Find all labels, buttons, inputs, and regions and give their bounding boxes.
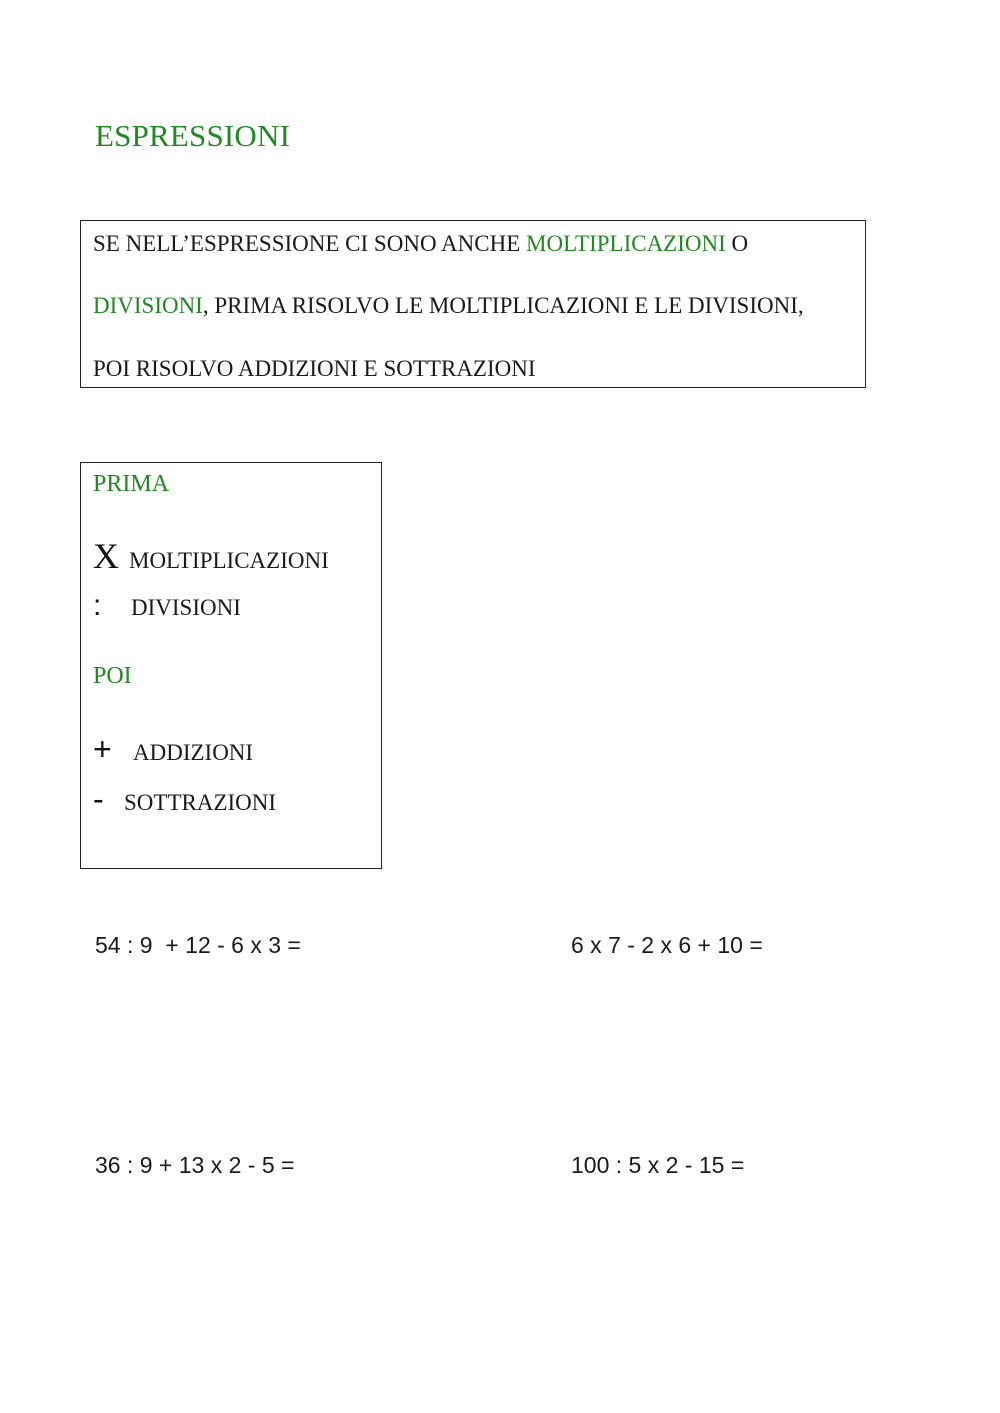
legend-item-label: SOTTRAZIONI (124, 790, 277, 815)
minus-symbol: - (93, 781, 104, 817)
operations-legend (80, 462, 382, 869)
legend-item-label: MOLTIPLICAZIONI (129, 548, 329, 573)
rule-text: , PRIMA RISOLVO LE MOLTIPLICAZIONI E LE DIVISIONI, (202, 293, 804, 318)
legend-heading-then: POI (93, 663, 132, 689)
legend-item-subtraction (93, 781, 276, 818)
multiply-symbol: X (93, 536, 119, 576)
plus-symbol: + (93, 731, 112, 767)
exercise-4: 100 : 5 x 2 - 15 = (571, 1152, 745, 1178)
legend-item-label: ADDIZIONI (133, 740, 254, 765)
exercise-2: 6 x 7 - 2 x 6 + 10 = (571, 932, 763, 958)
rule-line-1 (93, 231, 748, 257)
page-title: ESPRESSIONI (95, 118, 291, 153)
legend-item-division (93, 589, 241, 623)
legend-item-addition (93, 731, 253, 768)
divide-symbol: : (93, 589, 102, 622)
legend-heading-first: PRIMA (93, 471, 170, 497)
rule-text: SE NELL’ESPRESSIONE CI SONO ANCHE (93, 231, 527, 256)
rule-line-3: POI RISOLVO ADDIZIONI E SOTTRAZIONI (93, 356, 536, 381)
rule-highlight-multiplications: MOLTIPLICAZIONI (526, 231, 726, 256)
rule-line-2 (93, 293, 804, 319)
rule-box (80, 220, 866, 388)
exercise-1: 54 : 9 + 12 - 6 x 3 = (95, 932, 301, 958)
legend-item-multiplication (93, 535, 329, 577)
legend-item-label: DIVISIONI (131, 595, 241, 620)
rule-highlight-divisions: DIVISIONI (93, 293, 203, 318)
exercise-3: 36 : 9 + 13 x 2 - 5 = (95, 1152, 295, 1178)
rule-text: O (725, 231, 749, 256)
